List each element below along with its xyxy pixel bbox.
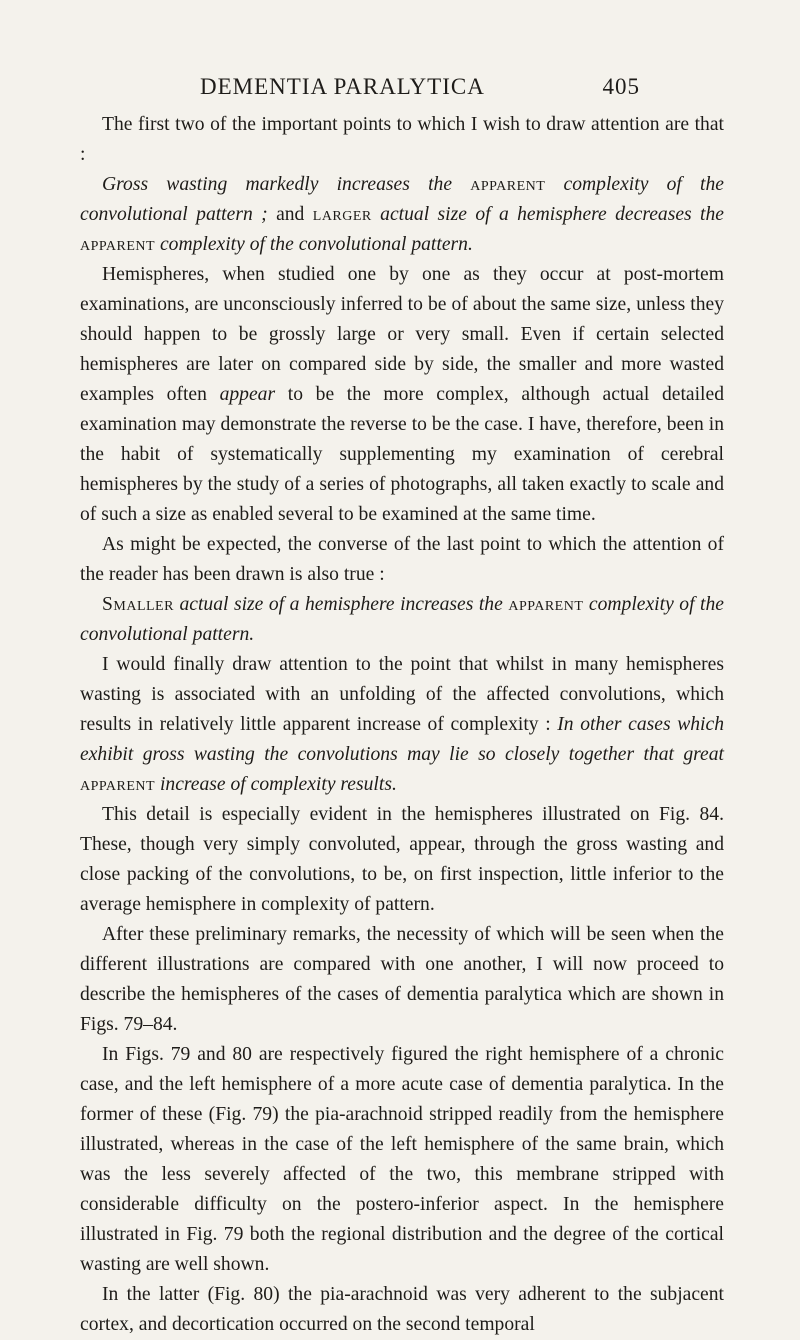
- paragraph-p5: [80, 590, 724, 650]
- paragraph-p1: [80, 110, 724, 170]
- paragraph-p2: [80, 170, 724, 260]
- text-run: Smaller: [102, 594, 174, 615]
- paragraph-p7: [80, 800, 724, 920]
- text-run: In Figs. 79 and 80 are respectively figured the right hemisphere of a chronic case, and the left hemisphere of a more acute case of dementia paralytica. In the former of these (Fig. 79) the pia-arachnoid stripped readily from the hemisphere illustrated, whereas in the case of the left hemisphere of the same brain, which was the less severely affected of the two, this membrane stripped with considerable difficulty on the postero-inferior aspect. In the hemisphere illustrated in Fig. 79 both the regional distribution and the degree of the cortical wasting are well shown.: [80, 1044, 724, 1275]
- text-run: apparent: [80, 774, 156, 795]
- text-run: I would finally draw attention to the point that whilst in many hemispheres wasting is associated with an unfolding of the affected convolutions, which results in relatively little apparent increase of complexity :: [80, 654, 724, 735]
- paragraph-p6: [80, 650, 724, 800]
- text-run: increase of complexity results.: [155, 774, 397, 795]
- text-run: [304, 204, 312, 225]
- text-run: Hemispheres, when studied one by one as they occur at post-mortem examinations, are unconsciously inferred to be of about the same size, unless they should happen to be grossly large or very small. Even if certain selected hemispheres are later on compared side by side, the smaller and more wasted examples often: [80, 264, 724, 405]
- text-run: and: [276, 204, 305, 225]
- page-number: 405: [602, 74, 640, 99]
- running-title: DEMENTIA PARALYTICA: [200, 74, 485, 99]
- text-run: larger: [312, 204, 372, 225]
- text-run: apparent: [80, 234, 156, 255]
- text-run: This detail is especially evident in the hemispheres illustrated on Fig. 84. These, though very simply convoluted, appear, through the gross wasting and close packing of the convolutions, to be, on first inspection, little inferior to the average hemisphere in complexity of pattern.: [80, 804, 724, 915]
- running-header: [200, 74, 640, 110]
- text-run: appear: [219, 384, 276, 405]
- text-run: After these preliminary remarks, the necessity of which will be seen when the different illustrations are compared with one another, I will now proceed to describe the hemispheres of the cases of dementia paralytica which are shown in Figs. 79–84.: [80, 924, 724, 1035]
- text-run: complexity of the convolutional pattern.: [80, 594, 724, 645]
- text-run: complexity of the convolutional pattern.: [155, 234, 473, 255]
- paragraph-p3: [80, 260, 724, 530]
- text-run: apparent: [470, 174, 546, 195]
- text-run: actual size of a hemisphere increases the: [173, 594, 509, 615]
- text-run: to be the more complex, although actual detailed examination may demonstrate the reverse to be the case. I have, therefore, been in the habit of systematically supplementing my examination of cerebral hemispheres by the study of a series of photographs, all taken exactly to scale and of such a size as enabled several to be examined at the same time.: [80, 384, 724, 525]
- text-run: As might be expected, the converse of the last point to which the attention of the reader has been drawn is also true :: [80, 534, 724, 585]
- text-run: actual size of a hemisphere decreases the: [371, 204, 724, 225]
- paragraph-p4: [80, 530, 724, 590]
- text-run: The first two of the important points to which I wish to draw attention are that :: [80, 114, 724, 165]
- text-run: In the latter (Fig. 80) the pia-arachnoid was very adherent to the subjacent cortex, and decortication occurred on the second temporal: [80, 1284, 724, 1335]
- text-run: complexity of the convolutional pattern ;: [80, 174, 724, 225]
- body-text: [80, 110, 724, 1340]
- paragraph-p10: [80, 1280, 724, 1340]
- text-run: Gross wasting markedly increases the: [102, 174, 471, 195]
- text-run: In other cases which exhibit gross wasting the convolutions may lie so closely together that great: [80, 714, 724, 765]
- text-run: apparent: [508, 594, 584, 615]
- paragraph-p8: [80, 920, 724, 1040]
- paragraph-p9: [80, 1040, 724, 1280]
